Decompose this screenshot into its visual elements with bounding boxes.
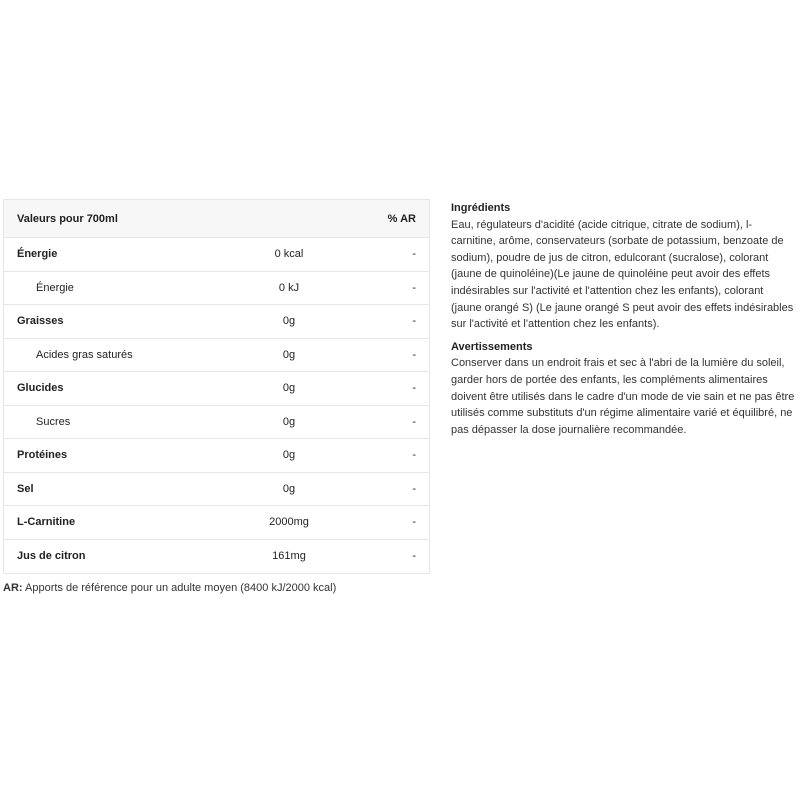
table-row bbox=[4, 540, 429, 574]
row-value: 0g bbox=[282, 315, 296, 328]
table-header bbox=[4, 200, 429, 238]
table-row bbox=[4, 339, 429, 373]
table-row bbox=[4, 305, 429, 339]
row-name: Acides gras saturés bbox=[36, 348, 133, 361]
row-ar: - bbox=[412, 382, 416, 395]
table-row bbox=[4, 238, 429, 272]
row-name: Graisses bbox=[17, 315, 64, 328]
header-name: Valeurs pour 700ml bbox=[17, 212, 118, 225]
footnote-text: Apports de référence pour un adulte moyen (8400 kJ/2000 kcal) bbox=[22, 582, 337, 594]
row-name: Jus de citron bbox=[17, 550, 86, 563]
row-ar: - bbox=[412, 315, 416, 328]
ingredients-title: Ingrédients bbox=[451, 202, 511, 214]
row-ar: - bbox=[412, 248, 416, 261]
row-ar: - bbox=[412, 516, 416, 529]
table-row bbox=[4, 372, 429, 406]
row-name: Énergie bbox=[36, 281, 74, 294]
row-name: Protéines bbox=[17, 449, 68, 462]
row-value: 0g bbox=[282, 449, 296, 462]
ingredients-text: Eau, régulateurs d'acidité (acide citrique, citrate de sodium), l-carnitine, arôme, conservateurs (sorbate de potassium, benzoate de sodium), poudre de jus de citron, edulcorant (sucralose), colorant (jaune de quinoléine)(Le jaune de quinoléine peut avoir des effets indésirables sur l'activité et l'attention chez les enfants), colorant (jaune orangé S) (Le jaune orangé S peut avoir des effets indésirables sur l'activité et l'attention chez les enfants). bbox=[451, 218, 794, 331]
row-value: 0 kJ bbox=[278, 281, 300, 294]
table-row bbox=[4, 406, 429, 440]
row-name: Sucres bbox=[36, 415, 71, 428]
product-info bbox=[451, 200, 796, 444]
row-value: 0 kcal bbox=[274, 248, 304, 261]
row-value: 0g bbox=[282, 415, 296, 428]
warnings-title: Avertissements bbox=[451, 340, 533, 353]
row-ar: - bbox=[412, 449, 416, 462]
row-ar: - bbox=[412, 550, 416, 563]
row-name: Glucides bbox=[17, 382, 64, 395]
row-name: Sel bbox=[17, 482, 34, 495]
row-value: 0g bbox=[282, 348, 296, 361]
row-name: L-Carnitine bbox=[17, 516, 76, 529]
row-value: 0g bbox=[282, 482, 296, 495]
table-row bbox=[4, 506, 429, 540]
table-row bbox=[4, 473, 429, 507]
row-ar: - bbox=[412, 348, 416, 361]
row-ar: - bbox=[412, 415, 416, 428]
nutrition-table bbox=[3, 199, 430, 574]
warnings-text: Conserver dans un endroit frais et sec à l'abri de la lumière du soleil, garder hors de portée des enfants, les compléments alimentaires doivent être utilisés dans le cadre d'un mode de vie sain et ne pas être utilisés comme substituts d'un régime alimentaire varié et équilibré, ne pas dépasser la dose journalière recommandée. bbox=[451, 357, 795, 436]
table-row bbox=[4, 439, 429, 473]
footnote-label: AR: bbox=[3, 582, 23, 594]
row-value: 161mg bbox=[272, 550, 306, 563]
table-body bbox=[4, 238, 429, 573]
row-value: 2000mg bbox=[269, 516, 309, 529]
row-name: Énergie bbox=[17, 248, 58, 261]
table-row bbox=[4, 272, 429, 306]
row-ar: - bbox=[412, 482, 416, 495]
row-value: 0g bbox=[282, 382, 296, 395]
footnote bbox=[3, 582, 336, 594]
header-ar: % AR bbox=[387, 212, 416, 225]
row-ar: - bbox=[412, 281, 416, 294]
